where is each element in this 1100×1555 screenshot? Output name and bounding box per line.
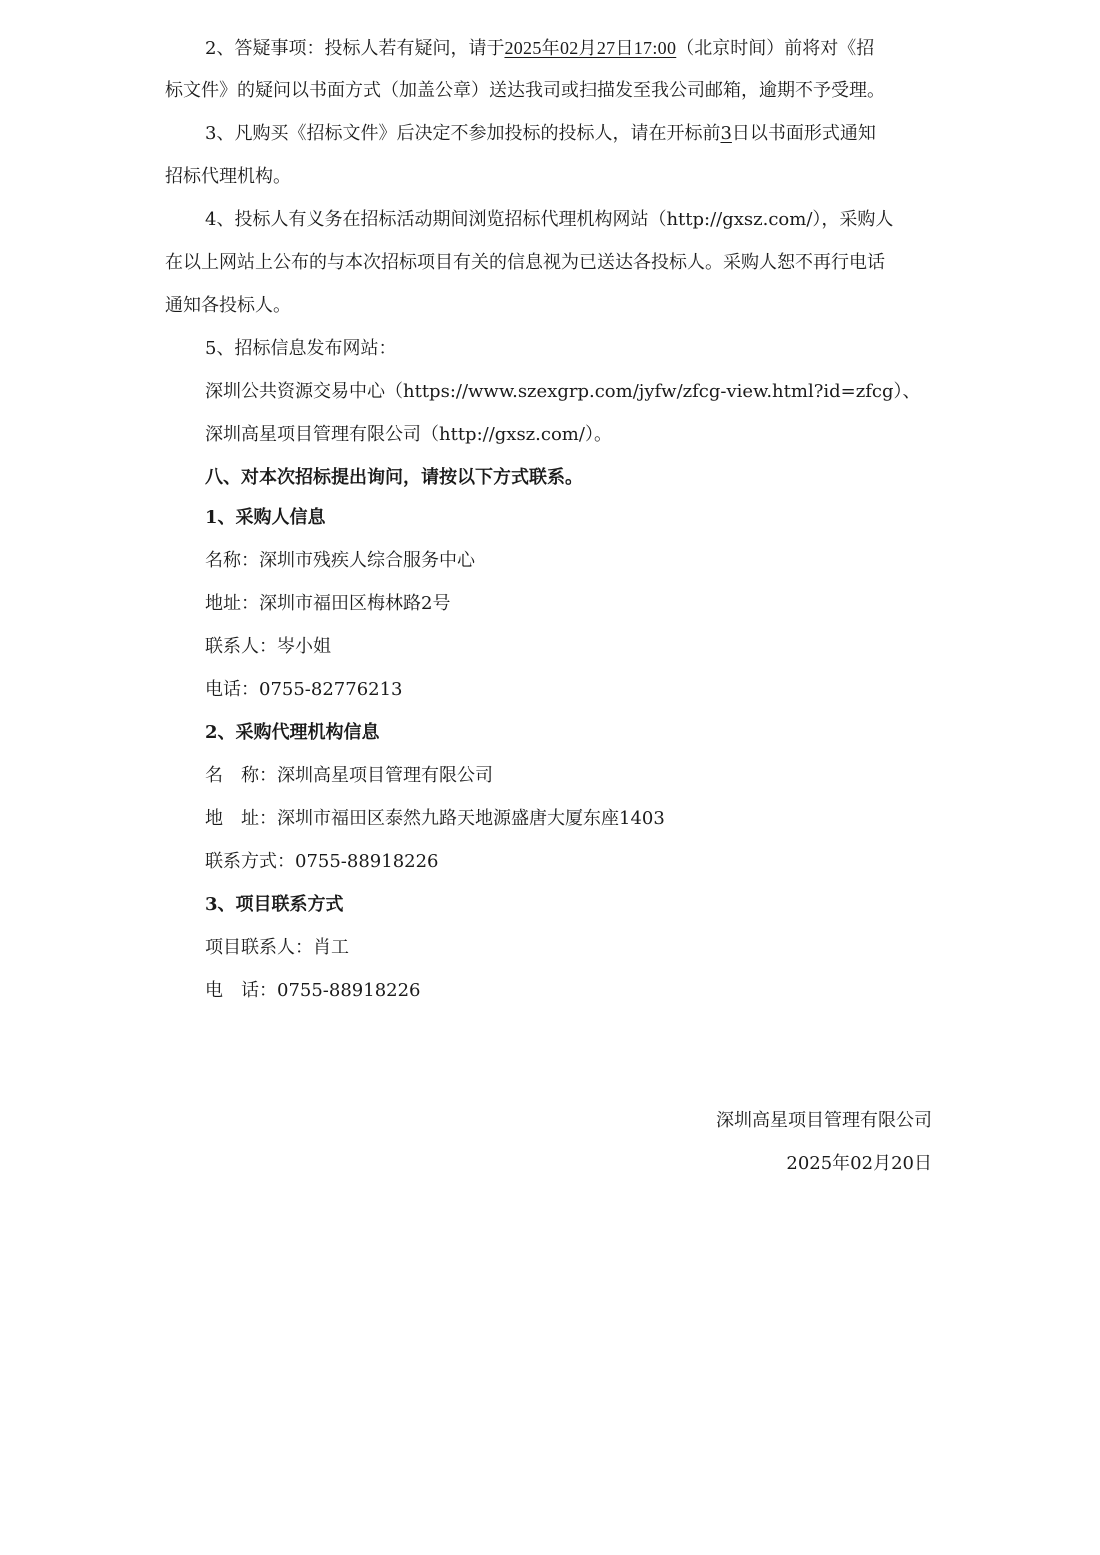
item3-line1 [205, 122, 876, 146]
item2-line2: 标文件》的疑问以书面方式（加盖公章）送达我司或扫描发至我公司邮箱，逾期不予受理。 [165, 80, 885, 101]
purchaser-contact: 联系人：岑小姐 [205, 636, 331, 657]
signature-date: 2025年02月20日 [786, 1153, 932, 1174]
section8-heading: 八、对本次招标提出询问，请按以下方式联系。 [205, 467, 583, 488]
item4-line1: 4、投标人有义务在招标活动期间浏览招标代理机构网站（http://gxsz.com/），采购人 [205, 209, 894, 230]
agency-heading: 2、采购代理机构信息 [205, 722, 380, 743]
agency-contact: 联系方式：0755-88918226 [205, 851, 439, 872]
agency-address: 地 址：深圳市福田区泰然九路天地源盛唐大厦东座1403 [205, 808, 665, 829]
item2-text-a: 2、答疑事项：投标人若有疑问，请于 [205, 38, 505, 59]
qa-deadline: 2025年02月27日17:00 [504, 38, 677, 58]
item4-line3: 通知各投标人。 [165, 295, 291, 316]
project-contact-phone: 电 话：0755-88918226 [205, 980, 421, 1001]
publish-site-2: 深圳高星项目管理有限公司（http://gxsz.com/）。 [205, 424, 612, 445]
purchaser-name: 名称：深圳市残疾人综合服务中心 [205, 550, 475, 571]
purchaser-address: 地址：深圳市福田区梅林路2号 [205, 593, 451, 614]
purchaser-heading: 1、采购人信息 [205, 507, 326, 528]
item4-line2: 在以上网站上公布的与本次招标项目有关的信息视为已送达各投标人。采购人恕不再行电话 [165, 252, 885, 273]
publish-site-1: 深圳公共资源交易中心（https://www.szexgrp.com/jyfw/zfcg-view.html?id=zfcg）、 [205, 381, 921, 402]
item3-text-a: 3、凡购买《招标文件》后决定不参加投标的投标人，请在开标前 [205, 123, 721, 144]
item3-line2: 招标代理机构。 [165, 166, 291, 187]
project-contact-heading: 3、项目联系方式 [205, 894, 344, 915]
signature-company: 深圳高星项目管理有限公司 [716, 1110, 932, 1131]
item2-text-b: （北京时间）前将对《招 [676, 38, 875, 59]
notice-days: 3 [720, 123, 732, 144]
project-contact-person: 项目联系人：肖工 [205, 937, 349, 958]
agency-name: 名 称：深圳高星项目管理有限公司 [205, 765, 493, 786]
purchaser-phone: 电话：0755-82776213 [205, 679, 403, 700]
item3-text-b: 日以书面形式通知 [731, 123, 876, 144]
item5-heading: 5、招标信息发布网站： [205, 338, 397, 359]
item2-line1 [205, 36, 874, 61]
